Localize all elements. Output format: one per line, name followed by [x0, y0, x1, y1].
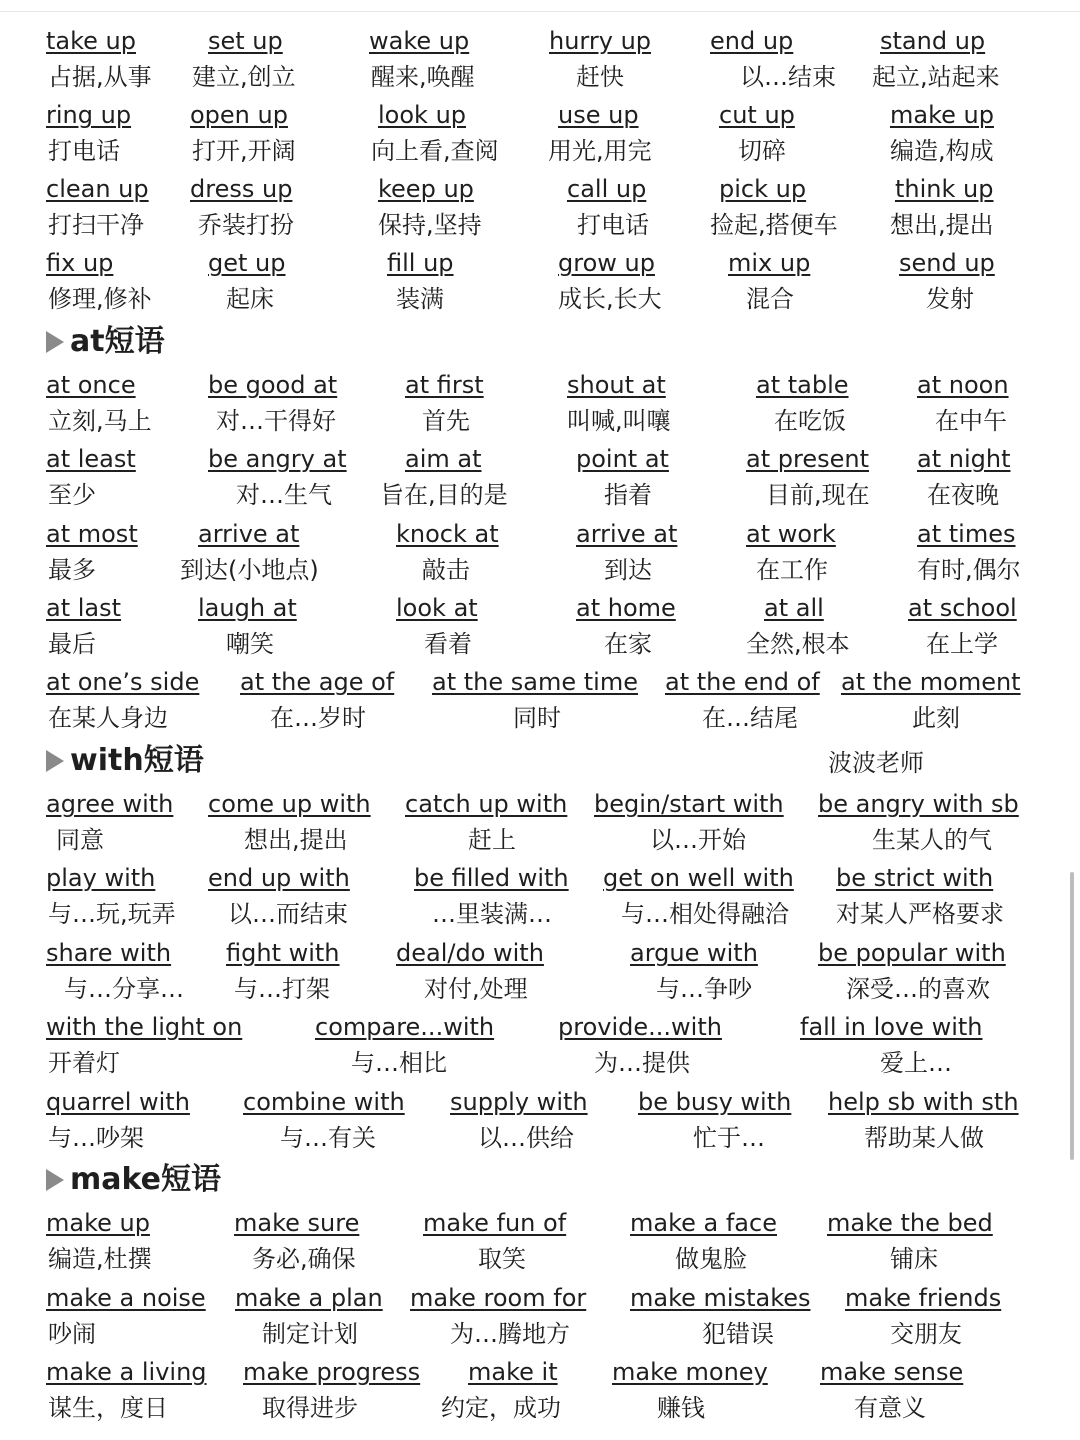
phrase-row: [0, 936, 1080, 1010]
phrase-meaning: 在某人身边: [48, 704, 168, 732]
phrase-link[interactable]: make progress: [243, 1358, 421, 1386]
phrase-link[interactable]: help sb with sth: [828, 1088, 1019, 1116]
phrase-link[interactable]: with the light on: [46, 1013, 243, 1041]
phrase-meaning: 做鬼脸: [675, 1245, 747, 1273]
play-triangle-icon: [46, 1169, 64, 1191]
phrase-meaning: 向上看,查阅: [371, 137, 499, 165]
phrase-link[interactable]: fall in love with: [800, 1013, 983, 1041]
phrase-meaning: 用光,用完: [548, 137, 652, 165]
phrase-link[interactable]: make fun of: [423, 1209, 567, 1237]
phrase-link[interactable]: at table: [756, 371, 849, 399]
phrase-meaning: 打电话: [577, 211, 649, 239]
phrase-meaning: 取笑: [478, 1245, 526, 1273]
phrase-link[interactable]: at noon: [917, 371, 1009, 399]
phrase-link[interactable]: ring up: [46, 101, 132, 129]
phrase-link[interactable]: deal/do with: [396, 939, 544, 967]
phrase-meaning: 务必,确保: [252, 1245, 356, 1273]
phrase-meaning: 约定，成功: [441, 1394, 561, 1422]
phrase-meaning: 成长,长大: [558, 285, 662, 313]
author-name: 波波老师: [828, 749, 924, 777]
phrase-row: [0, 1085, 1080, 1159]
phrase-link[interactable]: at times: [917, 520, 1016, 548]
phrase-link[interactable]: open up: [190, 101, 288, 129]
phrase-link[interactable]: at the age of: [240, 668, 395, 696]
phrase-link[interactable]: make sense: [820, 1358, 964, 1386]
phrase-meaning: 在夜晚: [927, 481, 999, 509]
phrase-link[interactable]: laugh at: [198, 594, 297, 622]
phrase-row: [0, 1010, 1080, 1084]
phrase-meaning: 在吃饭: [774, 407, 846, 435]
phrase-meaning: 混合: [746, 285, 794, 313]
phrase-link[interactable]: take up: [46, 27, 136, 55]
phrase-meaning: 爱上…: [880, 1049, 952, 1077]
phrase-link[interactable]: aim at: [405, 445, 482, 473]
phrase-link[interactable]: at all: [764, 594, 824, 622]
phrase-link[interactable]: fix up: [46, 249, 114, 277]
phrase-link[interactable]: fill up: [387, 249, 454, 277]
phrase-link[interactable]: look at: [396, 594, 478, 622]
phrase-link[interactable]: agree with: [46, 790, 174, 818]
phrase-link[interactable]: quarrel with: [46, 1088, 190, 1116]
phrase-meaning: 乔装打扮: [198, 211, 294, 239]
phrase-meaning: 打开,开阔: [192, 137, 296, 165]
phrase-row: [0, 368, 1080, 442]
phrase-meaning: 与…相比: [351, 1049, 447, 1077]
phrase-link[interactable]: argue with: [630, 939, 758, 967]
phrase-link[interactable]: fight with: [226, 939, 340, 967]
phrase-link[interactable]: arrive at: [198, 520, 300, 548]
phrase-meaning: 想出,提出: [244, 826, 348, 854]
phrase-link[interactable]: be popular with: [818, 939, 1006, 967]
phrase-meaning: 以…结束: [740, 63, 836, 91]
phrase-meaning: 与…有关: [280, 1124, 376, 1152]
phrase-row: [0, 98, 1080, 172]
phrase-link[interactable]: arrive at: [576, 520, 678, 548]
at-section-heading: [46, 322, 165, 362]
phrase-link[interactable]: make sure: [234, 1209, 360, 1237]
at-section-title: at短语: [70, 324, 165, 359]
play-triangle-icon: [46, 750, 64, 772]
phrase-link[interactable]: make up: [46, 1209, 150, 1237]
phrase-link[interactable]: dress up: [190, 175, 293, 203]
phrase-meaning: 建立,创立: [192, 63, 296, 91]
play-triangle-icon: [46, 331, 64, 353]
phrase-link[interactable]: compare...with: [315, 1013, 495, 1041]
phrase-meaning: 忙于…: [693, 1124, 765, 1152]
phrase-row: [0, 24, 1080, 98]
phrase-meaning: 制定计划: [262, 1320, 358, 1348]
phrase-meaning: 同意: [56, 826, 104, 854]
phrase-meaning: …里装满…: [432, 900, 552, 928]
phrase-link[interactable]: come up with: [208, 790, 371, 818]
phrase-meaning: 旨在,目的是: [380, 481, 508, 509]
phrase-meaning: 打扫干净: [48, 211, 144, 239]
phrase-meaning: 醒来,唤醒: [371, 63, 475, 91]
phrase-link[interactable]: mix up: [728, 249, 811, 277]
phrase-link[interactable]: think up: [895, 175, 994, 203]
phrase-meaning: 以…开始: [650, 826, 746, 854]
phrase-meaning: 在家: [604, 630, 652, 658]
phrase-link[interactable]: at night: [917, 445, 1011, 473]
phrase-link[interactable]: catch up with: [405, 790, 568, 818]
phrase-meaning: 与…吵架: [48, 1124, 144, 1152]
phrase-meaning: 占据,从事: [48, 63, 152, 91]
phrase-link[interactable]: knock at: [396, 520, 499, 548]
phrase-link[interactable]: at school: [908, 594, 1017, 622]
phrase-meaning: 开着灯: [48, 1049, 120, 1077]
phrase-meaning: 最多: [48, 556, 96, 584]
phrase-meaning: 对…干得好: [216, 407, 336, 435]
phrase-row: [0, 665, 1080, 739]
phrase-meaning: 以…而结束: [228, 900, 348, 928]
phrase-link[interactable]: at once: [46, 371, 136, 399]
phrase-row: [0, 172, 1080, 246]
phrase-meaning: 此刻: [912, 704, 960, 732]
phrase-meaning: 铺床: [890, 1245, 938, 1273]
phrase-meaning: 对…生气: [236, 481, 332, 509]
phrase-link[interactable]: at home: [576, 594, 676, 622]
make-section-heading: [46, 1160, 221, 1200]
phrase-meaning: 生某人的气: [872, 826, 992, 854]
phrase-meaning: 敲击: [422, 556, 470, 584]
phrase-link[interactable]: combine with: [243, 1088, 405, 1116]
phrase-meaning: 取得进步: [262, 1394, 358, 1422]
phrase-link[interactable]: stand up: [880, 27, 986, 55]
phrase-link[interactable]: end up with: [208, 864, 350, 892]
phrase-meaning: 到达: [604, 556, 652, 584]
phrase-link[interactable]: grow up: [558, 249, 655, 277]
phrase-meaning: 赶上: [468, 826, 516, 854]
phrase-row: [0, 787, 1080, 861]
phrase-meaning: 全然,根本: [746, 630, 850, 658]
phrase-meaning: 对某人严格要求: [836, 900, 1004, 928]
phrase-meaning: 有意义: [854, 1394, 926, 1422]
phrase-meaning: 装满: [396, 285, 444, 313]
phrase-meaning: 到达(小地点): [180, 556, 319, 584]
phrase-link[interactable]: at last: [46, 594, 122, 622]
phrase-meaning: 叫喊,叫嚷: [567, 407, 671, 435]
scrollbar[interactable]: [1070, 872, 1074, 1160]
phrase-meaning: 修理,修补: [48, 285, 152, 313]
phrase-meaning: 与…争吵: [656, 975, 752, 1003]
phrase-link[interactable]: point at: [576, 445, 669, 473]
phrase-meaning: 捡起,搭便车: [710, 211, 838, 239]
phrase-link[interactable]: make room for: [410, 1284, 587, 1312]
phrase-meaning: 起床: [226, 285, 274, 313]
phrase-link[interactable]: at the same time: [432, 668, 638, 696]
phrase-meaning: 与…相处得融洽: [621, 900, 789, 928]
phrase-link[interactable]: be strict with: [836, 864, 994, 892]
phrase-meaning: 深受…的喜欢: [846, 975, 990, 1003]
phrase-meaning: 看着: [424, 630, 472, 658]
phrase-meaning: 帮助某人做: [864, 1124, 984, 1152]
phrase-link[interactable]: look up: [378, 101, 467, 129]
phrase-meaning: 赶快: [576, 63, 624, 91]
phrase-link[interactable]: set up: [208, 27, 283, 55]
phrase-meaning: 为…腾地方: [450, 1320, 570, 1348]
phrase-link[interactable]: cut up: [719, 101, 795, 129]
phrase-row: [0, 861, 1080, 935]
phrase-link[interactable]: get on well with: [603, 864, 794, 892]
phrase-meaning: 切碎: [738, 137, 786, 165]
phrase-link[interactable]: pick up: [719, 175, 807, 203]
phrase-row: [0, 591, 1080, 665]
make-section-title: make短语: [70, 1162, 221, 1197]
phrase-link[interactable]: use up: [558, 101, 639, 129]
phrase-meaning: 嘲笑: [226, 630, 274, 658]
phrase-link[interactable]: keep up: [378, 175, 474, 203]
phrase-link[interactable]: at the end of: [665, 668, 820, 696]
phrase-link[interactable]: clean up: [46, 175, 149, 203]
phrase-link[interactable]: at the moment: [841, 668, 1021, 696]
phrase-row: [0, 246, 1080, 320]
phrase-link[interactable]: make a plan: [235, 1284, 383, 1312]
phrase-meaning: 想出,提出: [890, 211, 994, 239]
phrase-link[interactable]: play with: [46, 864, 156, 892]
phrase-link[interactable]: send up: [899, 249, 995, 277]
phrase-meaning: 在上学: [926, 630, 998, 658]
phrase-meaning: 编造,杜撰: [48, 1245, 152, 1273]
phrase-link[interactable]: at least: [46, 445, 136, 473]
phrase-link[interactable]: make it: [468, 1358, 558, 1386]
phrase-link[interactable]: shout at: [567, 371, 666, 399]
phrase-meaning: 同时: [513, 704, 561, 732]
phrase-link[interactable]: at first: [405, 371, 484, 399]
with-section-title: with短语: [70, 743, 204, 778]
phrase-link[interactable]: make friends: [845, 1284, 1002, 1312]
phrase-link[interactable]: make mistakes: [630, 1284, 811, 1312]
phrase-meaning: 以…供给: [478, 1124, 574, 1152]
phrase-meaning: 赚钱: [657, 1394, 705, 1422]
phrase-link[interactable]: hurry up: [549, 27, 652, 55]
phrase-link[interactable]: be angry at: [208, 445, 347, 473]
phrase-meaning: 最后: [48, 630, 96, 658]
phrase-link[interactable]: be angry with sb: [818, 790, 1019, 818]
phrase-meaning: 保持,坚持: [378, 211, 482, 239]
phrase-row: [0, 517, 1080, 591]
phrase-link[interactable]: make a living: [46, 1358, 207, 1386]
phrase-link[interactable]: be busy with: [638, 1088, 792, 1116]
phrase-meaning: 至少: [48, 481, 96, 509]
phrase-meaning: 与…打架: [234, 975, 330, 1003]
phrase-meaning: 与…分享…: [64, 975, 184, 1003]
phrase-meaning: 发射: [926, 285, 974, 313]
phrase-row: [0, 442, 1080, 516]
phrase-link[interactable]: get up: [208, 249, 286, 277]
phrase-link[interactable]: make the bed: [827, 1209, 993, 1237]
phrase-meaning: 对付,处理: [424, 975, 528, 1003]
phrase-meaning: 犯错误: [702, 1320, 774, 1348]
phrase-row: [0, 1355, 1080, 1429]
phrase-meaning: 交朋友: [890, 1320, 962, 1348]
phrase-meaning: 在工作: [756, 556, 828, 584]
phrase-meaning: 编造,构成: [890, 137, 994, 165]
phrase-meaning: 目前,现在: [766, 481, 870, 509]
phrase-row: [0, 1281, 1080, 1355]
phrase-meaning: 与…玩,玩弄: [48, 900, 176, 928]
phrase-meaning: 有时,偶尔: [917, 556, 1021, 584]
phrase-link[interactable]: call up: [567, 175, 647, 203]
phrase-link[interactable]: end up: [710, 27, 794, 55]
phrase-link[interactable]: wake up: [369, 27, 470, 55]
phrase-link[interactable]: at one’s side: [46, 668, 200, 696]
phrase-meaning: 首先: [422, 407, 470, 435]
phrase-meaning: 起立,站起来: [872, 63, 1000, 91]
phrase-row: [0, 1206, 1080, 1280]
phrase-link[interactable]: supply with: [450, 1088, 588, 1116]
with-section-heading: [46, 741, 204, 781]
phrase-link[interactable]: make a face: [630, 1209, 777, 1237]
phrase-meaning: 立刻,马上: [48, 407, 152, 435]
phrase-meaning: 在…岁时: [270, 704, 366, 732]
phrase-link[interactable]: make money: [612, 1358, 768, 1386]
phrase-meaning: 谋生，度日: [48, 1394, 168, 1422]
phrase-link[interactable]: at present: [746, 445, 869, 473]
phrase-link[interactable]: be good at: [208, 371, 338, 399]
phrase-meaning: 为…提供: [594, 1049, 690, 1077]
phrase-link[interactable]: make up: [890, 101, 994, 129]
phrase-link[interactable]: make a noise: [46, 1284, 206, 1312]
phrase-meaning: 打电话: [48, 137, 120, 165]
phrase-meaning: 指着: [604, 481, 652, 509]
phrase-meaning: 吵闹: [48, 1320, 96, 1348]
phrase-meaning: 在中午: [935, 407, 1007, 435]
phrase-link[interactable]: share with: [46, 939, 172, 967]
phrase-link[interactable]: be filled with: [414, 864, 569, 892]
phrase-meaning: 在…结尾: [702, 704, 798, 732]
phrase-link[interactable]: provide...with: [558, 1013, 722, 1041]
phrase-link[interactable]: begin/start with: [594, 790, 784, 818]
phrase-link[interactable]: at most: [46, 520, 138, 548]
phrase-link[interactable]: at work: [746, 520, 836, 548]
